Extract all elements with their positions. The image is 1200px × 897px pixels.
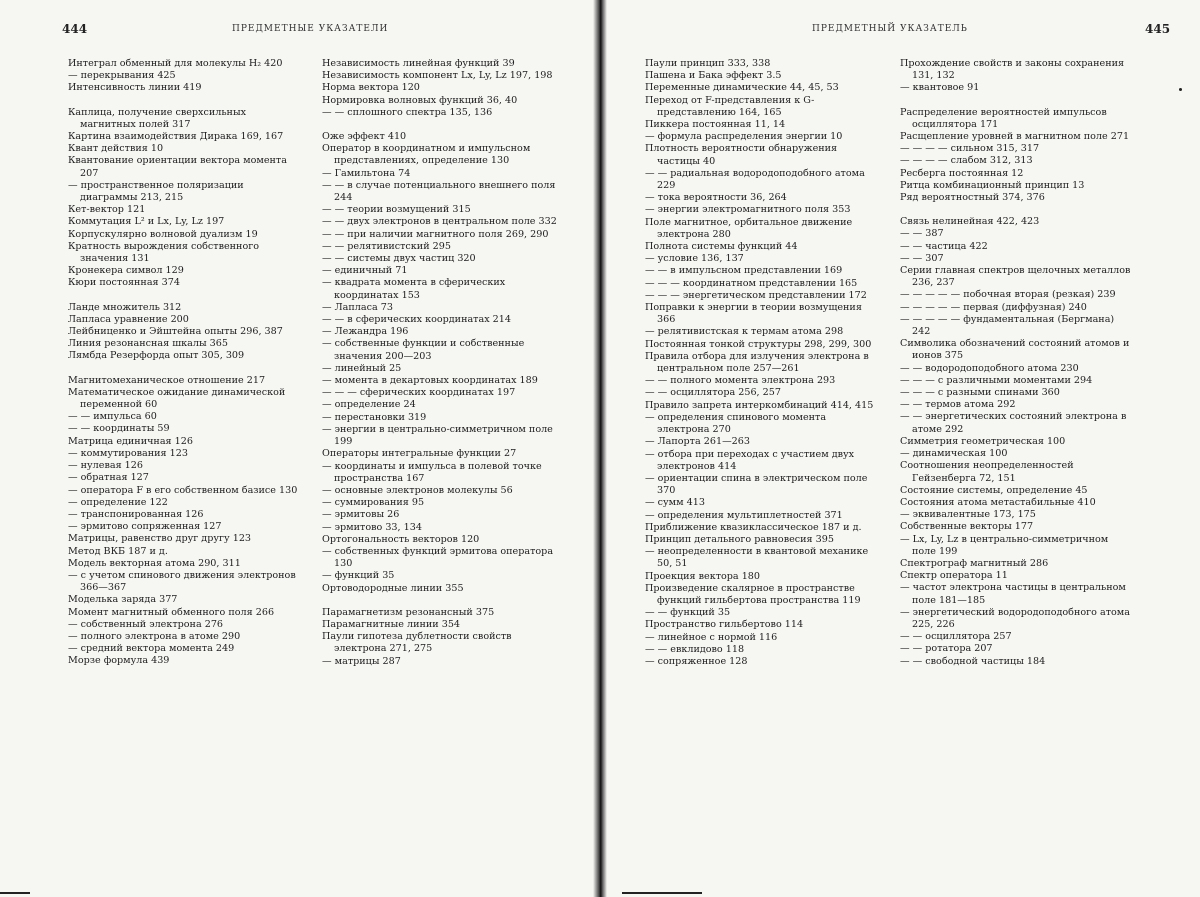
- index-entry: Приближение квазиклассическое 187 и д.: [645, 521, 862, 533]
- index-entry: — — — — слабом 312, 313: [900, 155, 1033, 167]
- index-entry: Проекция вектора 180: [645, 570, 761, 582]
- index-entry: — Лапласа 73: [322, 301, 393, 313]
- section-gap: [322, 595, 557, 607]
- index-entry: — коммутирования 123: [68, 447, 188, 459]
- index-entry: — ориентации спина в электрическом поле 370: [645, 472, 871, 497]
- index-entry: — обратная 127: [68, 472, 149, 484]
- left-page: [0, 0, 593, 897]
- index-entry: — линейный 25: [322, 362, 402, 374]
- index-entry: — эрмитовы 26: [322, 509, 400, 521]
- left-column-2: [322, 58, 557, 668]
- index-entry: — определение 122: [68, 496, 168, 508]
- index-entry: Кюри постоянная 374: [68, 277, 180, 289]
- index-entry: — сопряженное 128: [645, 655, 748, 667]
- index-entry: — полного электрона в атоме 290: [68, 630, 241, 642]
- index-entry: Постоянная тонкой структуры 298, 299, 300: [645, 338, 872, 350]
- index-entry: Операторы интегральные функции 27: [322, 448, 517, 460]
- index-entry: — — осциллятора 256, 257: [645, 387, 781, 399]
- index-entry: Симметрия геометрическая 100: [900, 435, 1066, 447]
- index-entry: Кронекера символ 129: [68, 265, 184, 277]
- index-entry: Правила отбора для излучения электрона в центральном поле 257—261: [645, 350, 872, 375]
- index-entry: Кет-вектор 121: [68, 204, 146, 216]
- section-gap: [68, 95, 303, 107]
- index-entry: Пиккера постоянная 11, 14: [645, 119, 786, 131]
- index-entry: Переход от F-представления к G-представлению 164, 165: [645, 94, 815, 118]
- index-entry: Лейбниценко и Эйштейна опыты 296, 387: [68, 326, 283, 338]
- index-entry: Паули гипотеза дублетности свойств электрона 271, 275: [322, 631, 515, 655]
- index-entry: Моделька заряда 377: [68, 594, 178, 606]
- index-entry: — средний вектора момента 249: [68, 643, 235, 655]
- bottom-edge-mark: [622, 892, 702, 894]
- index-entry: Матрица единичная 126: [68, 435, 193, 447]
- bottom-edge-mark: [0, 892, 30, 894]
- index-entry: — — ротатора 207: [900, 643, 993, 655]
- section-gap: [900, 204, 1135, 216]
- index-entry: — единичный 71: [322, 265, 408, 277]
- index-entry: Коммутация L² и Lx, Ly, Lz 197: [68, 216, 225, 228]
- index-entry: Полнота системы функций 44: [645, 241, 798, 253]
- index-entry: — собственных функций эрмитова оператора 130: [322, 545, 557, 570]
- index-entry: Состояние системы, определение 45: [900, 484, 1088, 496]
- index-entry: Лапласа уравнение 200: [68, 313, 189, 325]
- index-entry: — — в случае потенциального внешнего поля 244: [322, 179, 559, 204]
- index-entry: — энергетический водородоподобного атома 225, 226: [900, 606, 1134, 630]
- index-entry: Прохождение свойств и законы сохранения 131, 132: [900, 58, 1128, 82]
- section-gap: [68, 363, 303, 375]
- index-entry: — — релятивистский 295: [322, 240, 451, 252]
- index-entry: Метод ВКБ 187 и д.: [68, 545, 168, 557]
- left-column-1: [68, 58, 303, 668]
- index-entry: — эрмитово 33, 134: [322, 521, 422, 533]
- left-page-number: 444: [62, 22, 88, 36]
- index-entry: — квадрата момента в сферических координатах 153: [322, 277, 509, 301]
- index-entry: — нулевая 126: [68, 460, 143, 472]
- index-entry: Поправки к энергии в теории возмущения 366: [645, 302, 865, 326]
- index-entry: Кратность вырождения собственного значения 131: [68, 240, 263, 265]
- index-entry: — — термов атома 292: [900, 399, 1016, 411]
- index-entry: Ортогональность векторов 120: [322, 533, 480, 545]
- index-entry: — частот электрона частицы в центральном поле 181—185: [900, 582, 1129, 606]
- index-entry: — релятивистская к термам атома 298: [645, 326, 844, 338]
- index-entry: — оператора F в его собственном базисе 130: [68, 484, 298, 496]
- index-entry: — — импульса 60: [68, 411, 157, 423]
- index-entry: Плотность вероятности обнаружения частицы 40: [645, 143, 841, 167]
- index-entry: — отбора при переходах с участием двух электронов 414: [645, 448, 858, 472]
- index-entry: — Lx, Ly, Lz в центрально-симметричном поле 199: [900, 533, 1112, 557]
- index-entry: — — полного момента электрона 293: [645, 375, 836, 387]
- index-entry: Ритца комбинационный принцип 13: [900, 179, 1085, 191]
- index-entry: Расщепление уровней в магнитном поле 271: [900, 131, 1130, 143]
- index-entry: — определения мультиплетностей 371: [645, 509, 843, 521]
- index-entry: — эквивалентные 173, 175: [900, 509, 1036, 521]
- index-entry: Интенсивность линии 419: [68, 82, 202, 94]
- section-gap: [322, 119, 557, 131]
- index-entry: Собственные векторы 177: [900, 521, 1034, 533]
- index-entry: — — теории возмущений 315: [322, 204, 471, 216]
- index-entry: — — — с различными моментами 294: [900, 374, 1093, 386]
- index-entry: Ланде множитель 312: [68, 301, 182, 313]
- index-entry: — — функций 35: [645, 607, 731, 619]
- index-entry: — перестановки 319: [322, 411, 427, 423]
- index-entry: — собственные функции и собственные значения 200—203: [322, 338, 528, 362]
- index-entry: Произведение скалярное в пространстве функций гильбертова пространства 119: [645, 582, 861, 606]
- index-entry: — с учетом спинового движения электронов 366—367: [68, 569, 299, 594]
- index-entry: Пашена и Бака эффект 3.5: [645, 70, 782, 82]
- right-running-head: ПРЕДМЕТНЫЙ УКАЗАТЕЛЬ: [812, 24, 968, 34]
- index-entry: Лямбда Резерфорда опыт 305, 309: [68, 350, 245, 362]
- index-entry: — перекрывания 425: [68, 70, 176, 82]
- index-entry: — сумм 413: [645, 497, 705, 509]
- index-entry: — — — энергетическом представлении 172: [645, 289, 867, 301]
- index-entry: — определения спинового момента электрона 270: [645, 411, 830, 436]
- section-gap: [68, 290, 303, 302]
- index-entry: Правило запрета интеркомбинаций 414, 415: [645, 399, 874, 411]
- index-entry: Пространство гильбертово 114: [645, 619, 804, 631]
- index-entry: Независимость компонент Lx, Ly, Lz 197, 198: [322, 70, 553, 82]
- index-entry: Соотношения неопределенностей Гейзенберга 72, 151: [900, 460, 1077, 484]
- index-entry: Картина взаимодействия Дирака 169, 167: [68, 131, 284, 143]
- index-entry: Принцип детального равновесия 395: [645, 533, 834, 545]
- index-entry: — — свободной частицы 184: [900, 655, 1046, 667]
- index-entry: — динамическая 100: [900, 448, 1008, 460]
- index-entry: — — — — сильном 315, 317: [900, 143, 1040, 155]
- index-entry: — собственный электрона 276: [68, 618, 224, 630]
- index-entry: — — 307: [900, 252, 944, 264]
- index-entry: — неопределенности в квантовой механике 50, 51: [645, 546, 872, 570]
- index-entry: — — водородоподобного атома 230: [900, 362, 1079, 374]
- index-entry: Квант действия 10: [68, 143, 164, 155]
- index-entry: Переменные динамические 44, 45, 53: [645, 82, 839, 94]
- index-entry: Модель векторная атома 290, 311: [68, 557, 241, 569]
- index-entry: — — — — — фундаментальная (Бергмана) 242: [900, 313, 1118, 338]
- index-entry: — основные электронов молекулы 56: [322, 484, 513, 496]
- index-entry: — транспонированная 126: [68, 508, 204, 520]
- index-entry: — — координаты 59: [68, 423, 170, 435]
- index-entry: — матрицы 287: [322, 655, 401, 667]
- index-entry: — энергии электромагнитного поля 353: [645, 204, 851, 216]
- section-gap: [900, 95, 1135, 107]
- index-entry: Оже эффект 410: [322, 131, 407, 143]
- book-spine: [593, 0, 607, 897]
- index-entry: — — — сферических координатах 197: [322, 387, 516, 399]
- index-entry: Интеграл обменный для молекулы H₂ 420: [68, 58, 283, 69]
- index-entry: — — в импульсном представлении 169: [645, 265, 843, 277]
- index-entry: — — двух электронов в центральном поле 332: [322, 216, 557, 228]
- index-entry: Матрицы, равенство друг другу 123: [68, 533, 252, 545]
- index-entry: — — евклидово 118: [645, 643, 745, 655]
- index-entry: — функций 35: [322, 570, 395, 582]
- index-entry: — эрмитово сопряженная 127: [68, 521, 222, 533]
- index-entry: Ряд вероятностный 374, 376: [900, 192, 1045, 204]
- print-speck: [1179, 88, 1182, 91]
- index-entry: — Лапорта 261—263: [645, 436, 750, 448]
- index-entry: Морзе формула 439: [68, 655, 170, 667]
- index-entry: Распределение вероятностей импульсов осциллятора 171: [900, 106, 1110, 130]
- index-entry: — — — — — побочная вторая (резкая) 239: [900, 289, 1116, 301]
- index-entry: — — системы двух частиц 320: [322, 253, 476, 265]
- index-entry: — определение 24: [322, 399, 416, 411]
- index-entry: — пространственное поляризации диаграммы 213, 215: [68, 179, 247, 204]
- index-entry: — момента в декартовых координатах 189: [322, 375, 538, 387]
- right-column-2: [900, 58, 1135, 668]
- index-entry: — условие 136, 137: [645, 253, 744, 265]
- index-entry: — энергии в центрально-симметричном поле 199: [322, 423, 556, 448]
- index-entry: — Лежандра 196: [322, 326, 409, 338]
- index-entry: — — при наличии магнитного поля 269, 290: [322, 228, 549, 240]
- index-entry: Ресберга постоянная 12: [900, 167, 1024, 179]
- index-entry: Каплица, получение сверхсильных магнитных полей 317: [68, 106, 250, 130]
- index-entry: — — — координатном представлении 165: [645, 277, 858, 289]
- index-entry: Корпускулярно волновой дуализм 19: [68, 228, 258, 240]
- index-entry: Символика обозначений состояний атомов и ионов 375: [900, 338, 1133, 362]
- index-entry: — — — с разными спинами 360: [900, 387, 1060, 399]
- index-entry: — — 387: [900, 228, 944, 240]
- index-entry: Независимость линейная функций 39: [322, 58, 515, 69]
- index-entry: Линия резонансная шкалы 365: [68, 338, 228, 350]
- right-page-number: 445: [1145, 22, 1171, 36]
- index-entry: — — сплошного спектра 135, 136: [322, 106, 493, 118]
- right-page: [607, 0, 1200, 897]
- index-entry: Спектр оператора 11: [900, 570, 1008, 582]
- index-entry: Математическое ожидание динамической переменной 60: [68, 386, 289, 411]
- index-entry: Поле магнитное, орбитальное движение электрона 280: [645, 216, 856, 240]
- index-entry: — — в сферических координатах 214: [322, 314, 511, 326]
- right-column-1: [645, 58, 880, 668]
- left-running-head: ПРЕДМЕТНЫЕ УКАЗАТЕЛИ: [232, 24, 389, 34]
- index-entry: — — энергетических состояний электрона в атоме 292: [900, 411, 1130, 435]
- index-entry: — формула распределения энергии 10: [645, 131, 843, 143]
- index-entry: — координаты и импульса в полевой точке пространства 167: [322, 460, 545, 484]
- index-entry: — суммирования 95: [322, 497, 425, 509]
- index-entry: Момент магнитный обменного поля 266: [68, 606, 275, 618]
- index-entry: Нормировка волновых функций 36, 40: [322, 94, 518, 106]
- index-entry: — Гамильтона 74: [322, 167, 411, 179]
- index-entry: — — — — — первая (диффузная) 240: [900, 301, 1087, 313]
- index-entry: — — осциллятора 257: [900, 631, 1012, 643]
- index-entry: Оператор в координатном и импульсном представлениях, определение 130: [322, 143, 534, 167]
- index-entry: — линейное с нормой 116: [645, 631, 778, 643]
- index-entry: Серии главная спектров щелочных металлов 236, 237: [900, 265, 1134, 289]
- index-entry: Парамагнитные линии 354: [322, 618, 461, 630]
- index-entry: — квантовое 91: [900, 82, 980, 94]
- index-entry: Паули принцип 333, 338: [645, 58, 771, 69]
- index-entry: — — радиальная водородоподобного атома 229: [645, 167, 868, 192]
- index-entry: Норма вектора 120: [322, 82, 420, 94]
- index-entry: Парамагнетизм резонансный 375: [322, 606, 495, 618]
- index-entry: Спектрограф магнитный 286: [900, 557, 1049, 569]
- index-entry: Квантование ориентации вектора момента 207: [68, 155, 291, 179]
- index-entry: Ортоводородные линии 355: [322, 582, 464, 594]
- index-entry: Состояния атома метастабильные 410: [900, 496, 1096, 508]
- index-entry: Магнитомеханическое отношение 217: [68, 374, 266, 386]
- index-entry: — тока вероятности 36, 264: [645, 192, 787, 204]
- index-entry: Связь нелинейная 422, 423: [900, 216, 1040, 228]
- index-entry: — — частица 422: [900, 240, 988, 252]
